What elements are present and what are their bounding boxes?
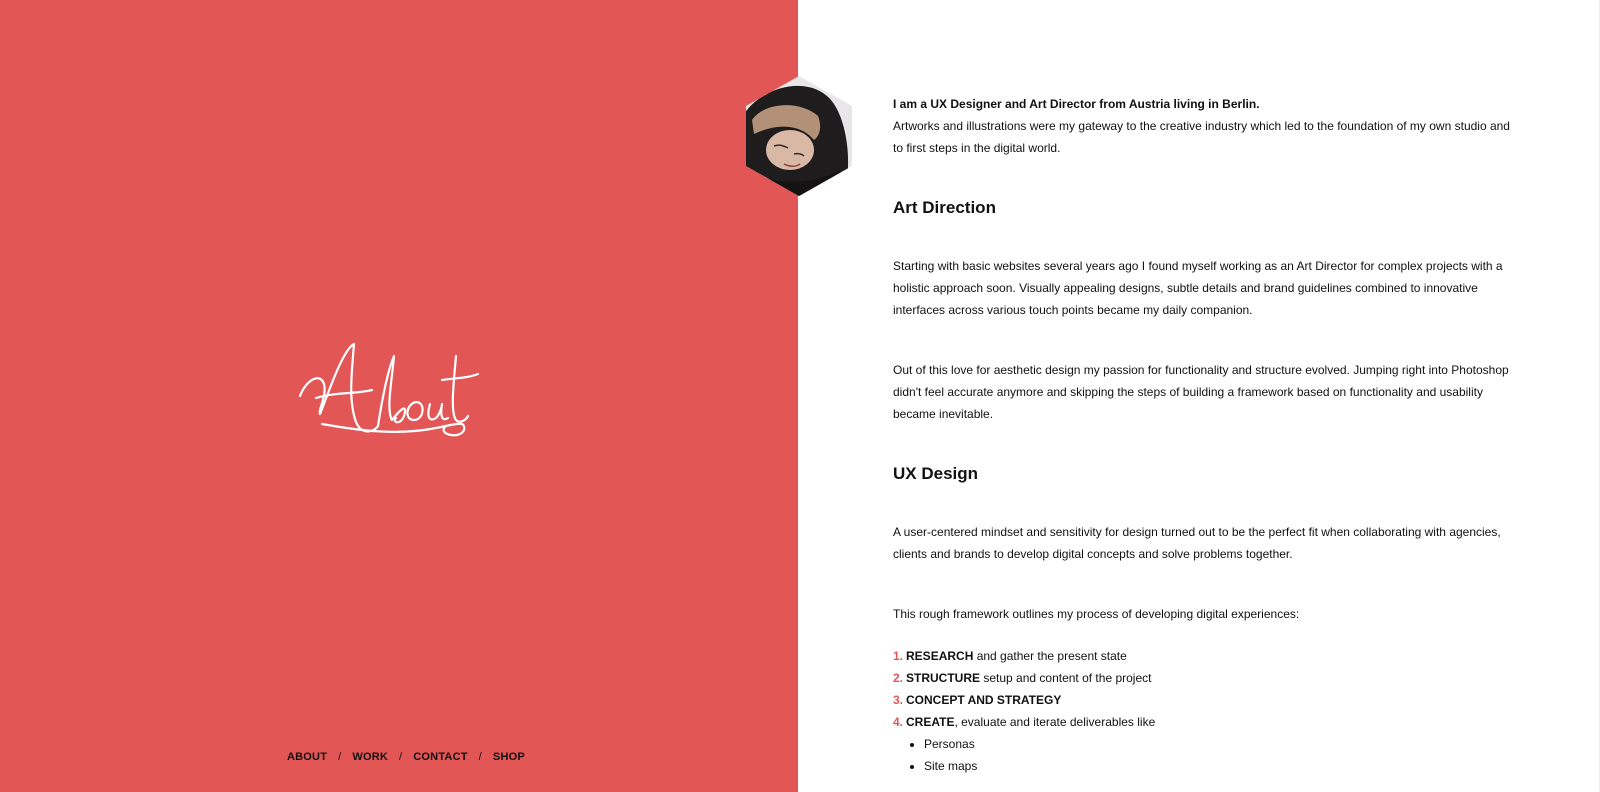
nav-item-shop[interactable]: SHOP	[492, 751, 525, 763]
profile-photo	[744, 74, 854, 198]
step-keyword: CONCEPT AND STRATEGY	[906, 693, 1062, 707]
step-number: 1.	[893, 649, 904, 663]
nav-item-about[interactable]: ABOUT	[287, 751, 328, 763]
about-content	[893, 93, 1513, 777]
intro-text: I am a UX Designer and Art Director from Austria living in Berlin.	[893, 97, 1260, 111]
step-text: setup and content of the project	[980, 671, 1152, 685]
step-text: and gather the present state	[973, 649, 1127, 663]
art-direction-paragraph-2: Out of this love for aesthetic design my passion for functionality and structure evolved. Jumping right into Photoshop didn't feel accurate anymore and skipping the steps of building a framework based on functionality and usability became inevitable.	[893, 363, 1509, 421]
step-keyword: CREATE	[906, 715, 955, 729]
main-nav	[287, 751, 525, 763]
list-item	[893, 689, 1513, 711]
list-item	[893, 645, 1513, 667]
nav-item-contact[interactable]: CONTACT	[413, 751, 468, 763]
section-title-art-direction: Art Direction	[893, 198, 996, 217]
section-title-ux-design: UX Design	[893, 464, 979, 483]
nav-separator: /	[399, 751, 403, 763]
nav-separator: /	[478, 751, 482, 763]
step-number: 4.	[893, 715, 904, 729]
step-keyword: RESEARCH	[906, 649, 974, 663]
list-item: • Personas	[924, 733, 1513, 755]
list-item	[893, 711, 1513, 777]
nav-separator: /	[338, 751, 342, 763]
step-number: 3.	[893, 693, 904, 707]
list-item: • Site maps	[924, 755, 1513, 777]
ux-design-paragraph-1: A user-centered mindset and sensitivity for design turned out to be the perfect fit when collaborating with agencies, clients and brands to develop digital concepts and solve problems together.	[893, 525, 1501, 561]
deliverables-list	[893, 733, 1513, 777]
about-script-title	[296, 340, 486, 440]
profile-photo-hexagon-icon	[744, 74, 854, 198]
art-direction-paragraph-1: Starting with basic websites several years ago I found myself working as an Art Director for complex projects with a holistic approach soon. Visually appealing designs, subtle details and brand guidelines combined to innovative interfaces across various touch points became my daily companion.	[893, 259, 1503, 317]
step-text: , evaluate and iterate deliverables like	[954, 715, 1156, 729]
intro-paragraph: Artworks and illustrations were my gateway to the creative industry which led to the foundation of my own studio and to first steps in the digital world.	[893, 119, 1510, 155]
about-script-icon	[296, 340, 486, 440]
ux-design-paragraph-2: This rough framework outlines my process of developing digital experiences:	[893, 607, 1300, 621]
process-steps-list	[893, 645, 1513, 777]
step-number: 2.	[893, 671, 904, 685]
step-keyword: STRUCTURE	[906, 671, 981, 685]
nav-item-work[interactable]: WORK	[352, 751, 389, 763]
list-item	[893, 667, 1513, 689]
left-panel	[0, 0, 798, 792]
